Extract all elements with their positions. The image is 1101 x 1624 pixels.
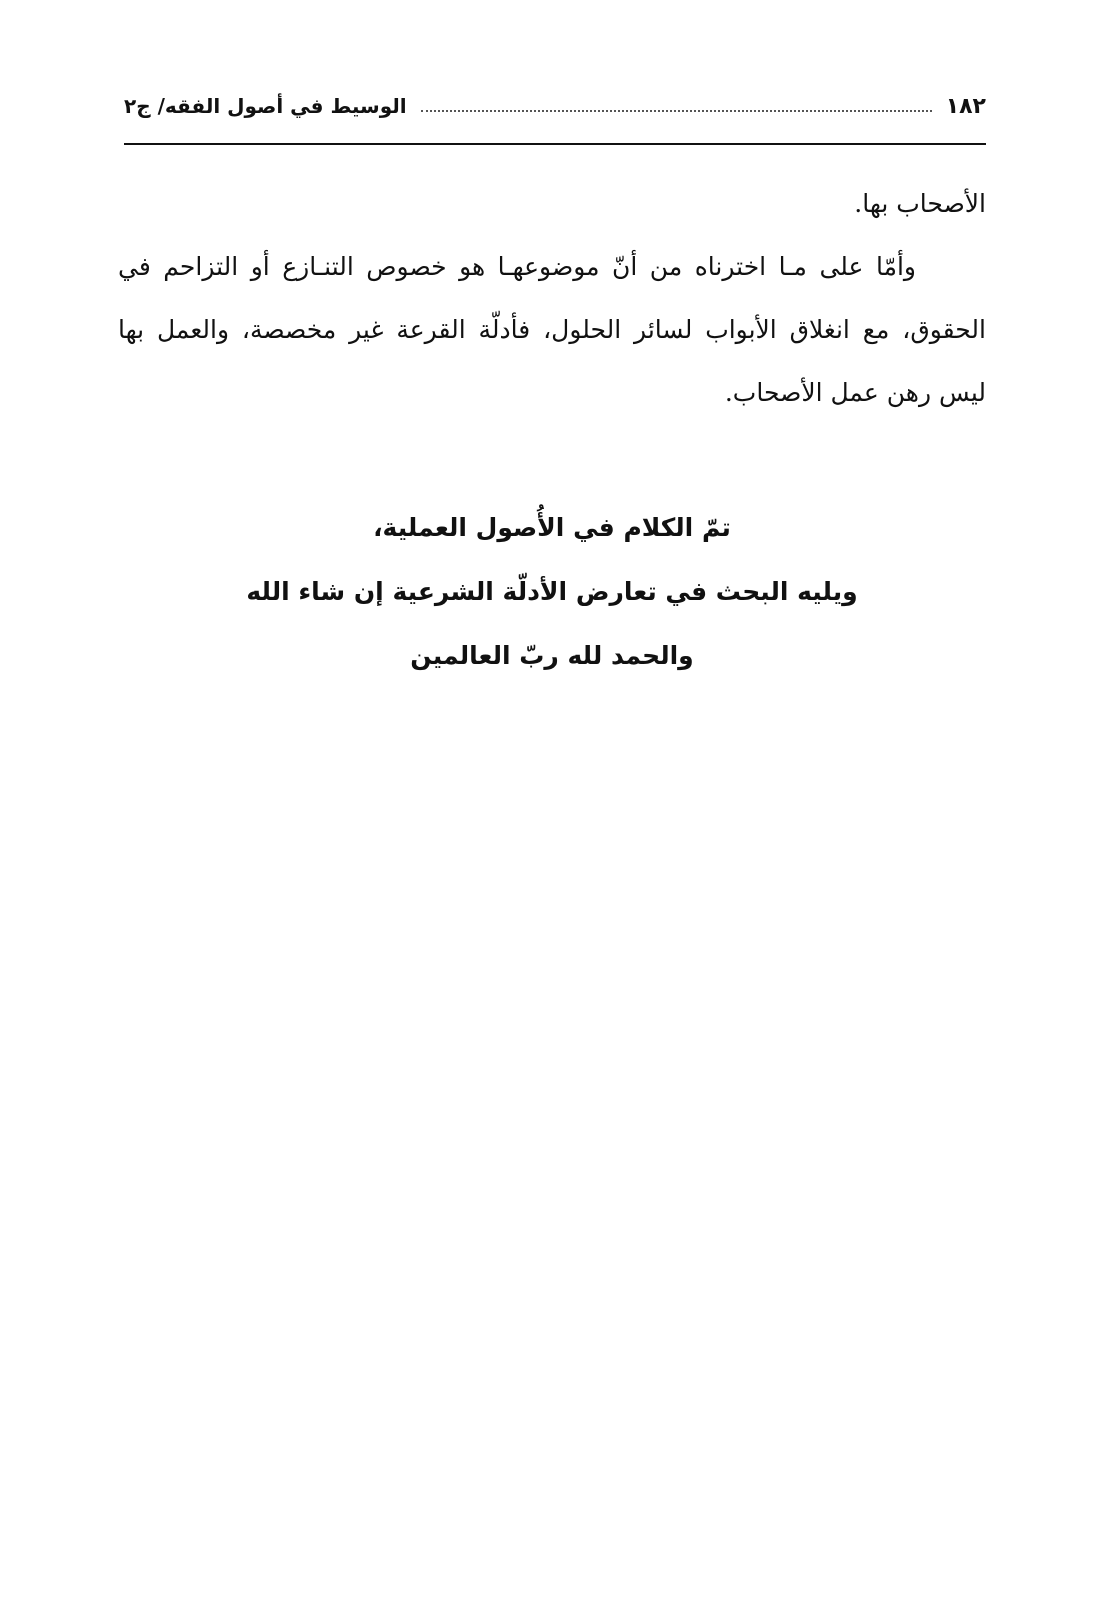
header-rule <box>124 143 986 145</box>
body-text <box>118 172 986 424</box>
paragraph: وأمّا على مـا اخترناه من أنّ موضوعهـا هو خصوص التنـازع أو التزاحم في الحقوق، مع انغلاق الأبواب لسائر الحلول، فأدلّة القرعة غير مخصصة، والعمل بها ليس رهن عمل الأصحاب. <box>118 252 986 407</box>
header-dot-leader <box>421 110 932 112</box>
closing-line-1: تمّ الكلام في الأُصول العملية، <box>373 513 731 542</box>
page-number: ١٨٢ <box>945 93 986 119</box>
running-title: الوسيط في أصول الفقه/ ج٢ <box>124 94 407 118</box>
closing-line-3: والحمد لله ربّ العالمين <box>410 641 694 670</box>
paragraph-continuation: الأصحاب بها. <box>854 189 986 218</box>
closing-statement <box>118 496 986 688</box>
closing-line-2: ويليه البحث في تعارض الأدلّة الشرعية إن شاء الله <box>246 577 858 606</box>
page-header <box>124 86 986 126</box>
